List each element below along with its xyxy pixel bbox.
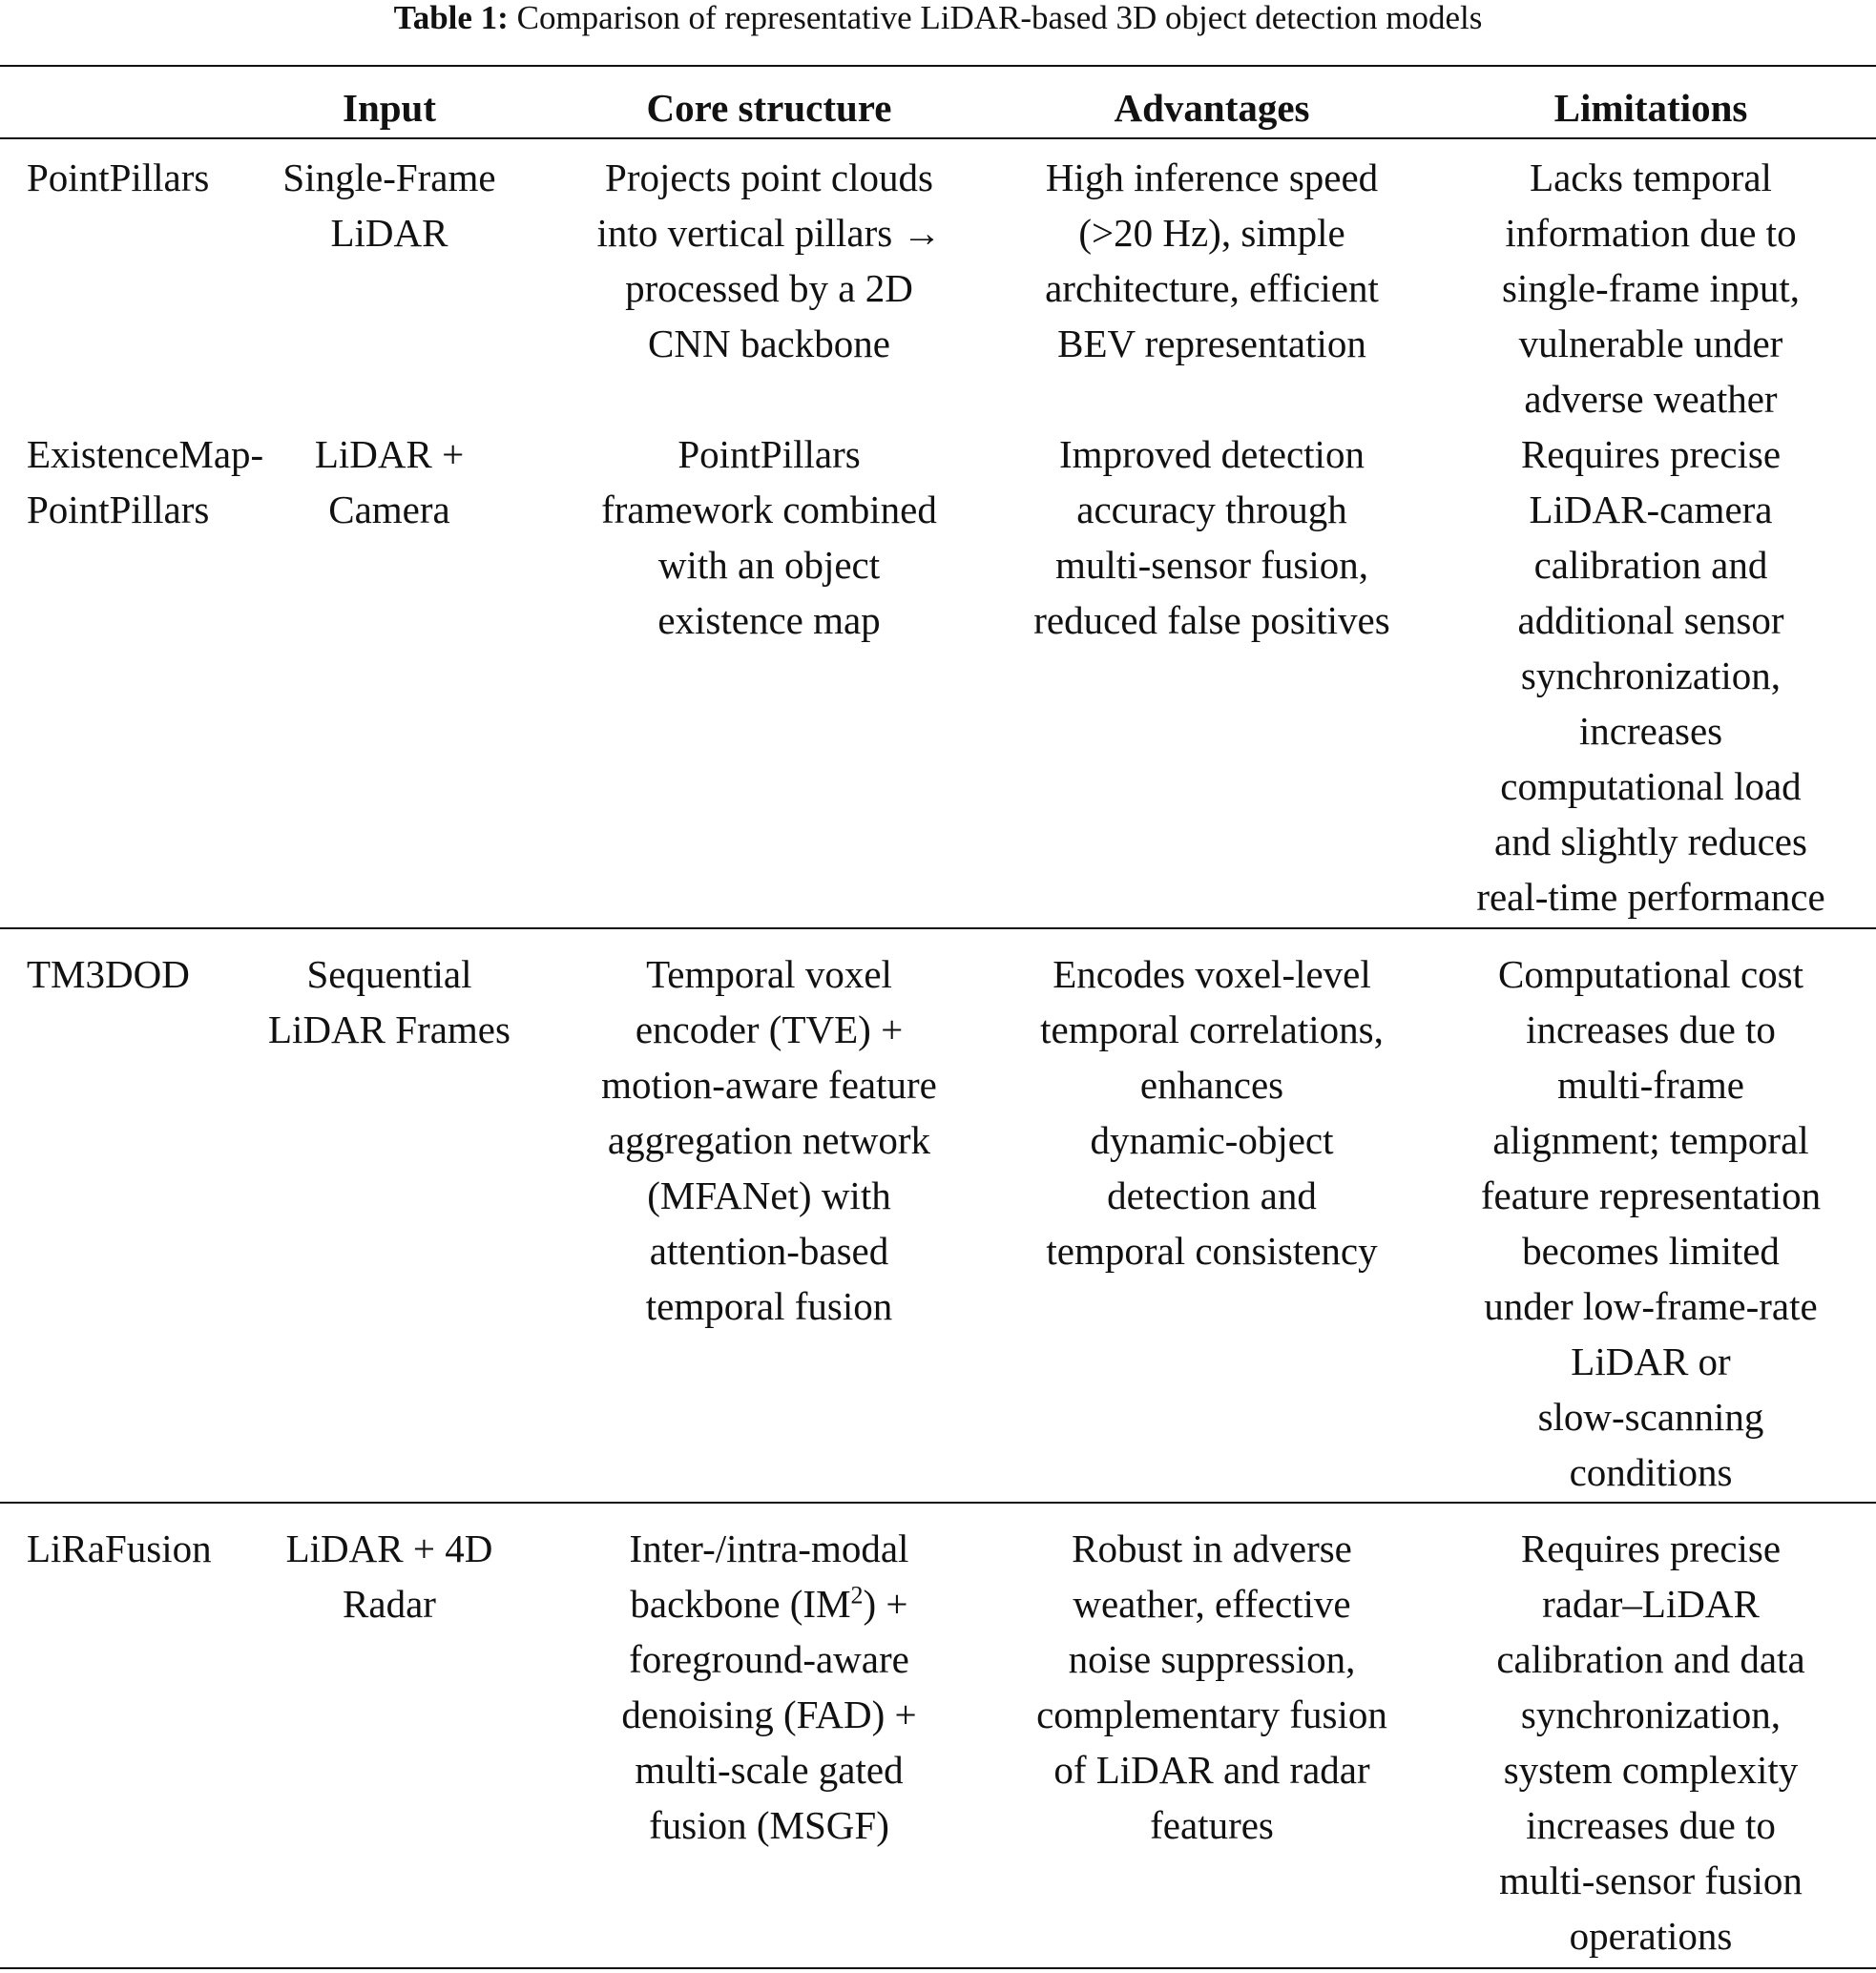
cell-line: conditions: [1569, 1450, 1733, 1494]
cell-model: [27, 946, 256, 1002]
cell-line: Sequential: [306, 952, 472, 996]
cell-line: alignment; temporal: [1492, 1118, 1809, 1162]
cell-line: Projects point clouds: [605, 156, 933, 199]
cell-line: PointPillars: [27, 156, 210, 199]
cell-line: temporal correlations,: [1040, 1007, 1384, 1051]
cell-limitations: [1441, 946, 1861, 1500]
cell-advantages: [1008, 150, 1416, 371]
cell-line: accuracy through: [1076, 488, 1347, 531]
cell-line: temporal fusion: [645, 1284, 893, 1328]
cell-line: under low-frame-rate: [1484, 1284, 1818, 1328]
cell-line: operations: [1569, 1914, 1733, 1958]
cell-line: Lacks temporal: [1530, 156, 1772, 199]
cell-line: multi-scale gated: [635, 1748, 904, 1792]
cell-line: real-time performance: [1476, 875, 1825, 919]
cell-line: (>20 Hz), simple: [1078, 211, 1345, 255]
cell-line: architecture, efficient: [1045, 266, 1379, 310]
cell-line: Temporal voxel: [646, 952, 892, 996]
cell-advantages: [1008, 426, 1416, 648]
cell-model: [27, 1521, 256, 1576]
cell-line: noise suppression,: [1068, 1637, 1356, 1681]
cell-line: LiDAR or: [1571, 1340, 1731, 1383]
table-header-rule: [0, 137, 1876, 139]
table-row-rule: [0, 1502, 1876, 1504]
cell-advantages: [1008, 946, 1416, 1278]
cell-input: [256, 150, 523, 260]
cell-limitations: [1441, 150, 1861, 426]
cell-line: detection and: [1107, 1173, 1317, 1217]
cell-line: additional sensor: [1517, 598, 1784, 642]
cell-line: feature representation: [1480, 1173, 1822, 1217]
cell-input: [256, 946, 523, 1057]
cell-model: [27, 426, 264, 537]
cell-line: Improved detection: [1059, 432, 1365, 476]
header-core-structure: Core structure: [646, 86, 892, 130]
cell-line: increases due to: [1526, 1803, 1776, 1847]
cell-line: (MFANet) with: [647, 1173, 891, 1217]
cell-core-structure: [569, 1521, 969, 1853]
cell-limitations: [1441, 1521, 1861, 1963]
cell-line: Camera: [328, 488, 450, 531]
cell-model: [27, 150, 256, 205]
cell-line: attention-based: [649, 1229, 889, 1273]
cell-input: [256, 1521, 523, 1631]
cell-line: framework combined: [601, 488, 937, 531]
cell-line: calibration and: [1533, 543, 1768, 587]
cell-line: LiDAR: [330, 211, 448, 255]
cell-line: encoder (TVE) +: [635, 1007, 904, 1051]
cell-line: and slightly reduces: [1494, 820, 1807, 863]
cell-line: fusion (MSGF): [649, 1803, 889, 1847]
cell-line: multi-sensor fusion: [1499, 1859, 1803, 1902]
cell-line: LiDAR-camera: [1529, 488, 1773, 531]
cell-line: with an object: [657, 543, 881, 587]
cell-line: of LiDAR and radar: [1053, 1748, 1370, 1792]
table-caption-label: Table 1:: [393, 0, 509, 36]
cell-line: complementary fusion: [1036, 1693, 1387, 1736]
cell-text-part: ) +: [863, 1582, 908, 1626]
cell-line: Inter-/intra-modal: [629, 1526, 909, 1570]
cell-line: radar–LiDAR: [1542, 1582, 1760, 1626]
cell-line: information due to: [1505, 211, 1797, 255]
cell-line: Robust in adverse: [1072, 1526, 1352, 1570]
cell-line: vulnerable under: [1518, 322, 1783, 365]
cell-line: increases due to: [1526, 1007, 1776, 1051]
cell-line: LiDAR +: [314, 432, 465, 476]
cell-line: temporal consistency: [1046, 1229, 1378, 1273]
cell-line: Computational cost: [1498, 952, 1803, 996]
cell-line: motion-aware feature: [601, 1063, 937, 1107]
cell-line: synchronization,: [1520, 654, 1782, 697]
cell-line: foreground-aware: [629, 1637, 909, 1681]
cell-line: into vertical pillars →: [596, 211, 942, 255]
cell-line: Radar: [343, 1582, 436, 1626]
cell-line: ExistenceMap-: [27, 432, 264, 476]
cell-core-structure: [569, 946, 969, 1334]
cell-line: single-frame input,: [1502, 266, 1800, 310]
cell-line: calibration and data: [1496, 1637, 1805, 1681]
cell-text-part: backbone (IM: [630, 1582, 851, 1626]
cell-line: system complexity: [1503, 1748, 1799, 1792]
cell-line: Encodes voxel-level: [1053, 952, 1371, 996]
cell-line: aggregation network: [607, 1118, 931, 1162]
cell-line: multi-sensor fusion,: [1055, 543, 1368, 587]
cell-core-structure: [569, 150, 969, 371]
cell-line: becomes limited: [1522, 1229, 1780, 1273]
table-row-rule: [0, 927, 1876, 929]
cell-line: slow-scanning: [1537, 1395, 1764, 1439]
cell-line: existence map: [657, 598, 881, 642]
cell-line: LiRaFusion: [27, 1526, 212, 1570]
cell-line: TM3DOD: [27, 952, 190, 996]
cell-line: adverse weather: [1524, 377, 1778, 421]
cell-line: [569, 1576, 969, 1631]
cell-advantages: [1008, 1521, 1416, 1853]
cell-line: CNN backbone: [648, 322, 890, 365]
cell-line: processed by a 2D: [625, 266, 913, 310]
cell-line: features: [1150, 1803, 1274, 1847]
cell-line: dynamic-object: [1090, 1118, 1334, 1162]
cell-line: computational load: [1500, 764, 1802, 808]
cell-line: PointPillars: [27, 488, 210, 531]
cell-line: synchronization,: [1520, 1693, 1782, 1736]
cell-line: multi-frame: [1557, 1063, 1744, 1107]
cell-line: Requires precise: [1520, 1526, 1782, 1570]
cell-line: PointPillars: [677, 432, 861, 476]
cell-line: LiDAR + 4D: [285, 1526, 493, 1570]
cell-core-structure: [569, 426, 969, 648]
cell-line: LiDAR Frames: [268, 1007, 511, 1051]
cell-line: enhances: [1139, 1063, 1284, 1107]
cell-line: BEV representation: [1057, 322, 1366, 365]
table-bottom-rule: [0, 1967, 1876, 1969]
table-top-rule: [0, 65, 1876, 67]
table-caption: [0, 0, 1876, 36]
cell-line: Single-Frame: [282, 156, 496, 199]
cell-line: reduced false positives: [1033, 598, 1390, 642]
cell-line: weather, effective: [1073, 1582, 1351, 1626]
header-limitations: Limitations: [1553, 86, 1748, 130]
cell-line: High inference speed: [1045, 156, 1379, 199]
cell-line: Requires precise: [1520, 432, 1782, 476]
header-advantages: Advantages: [1114, 86, 1310, 130]
table-caption-text: Comparison of representative LiDAR-based 3D object detection models: [516, 0, 1483, 36]
cell-limitations: [1441, 426, 1861, 924]
superscript: 2: [850, 1581, 864, 1610]
cell-line: denoising (FAD) +: [621, 1693, 917, 1736]
cell-line: increases: [1578, 709, 1723, 753]
cell-input: [256, 426, 523, 537]
header-input: Input: [342, 86, 436, 130]
